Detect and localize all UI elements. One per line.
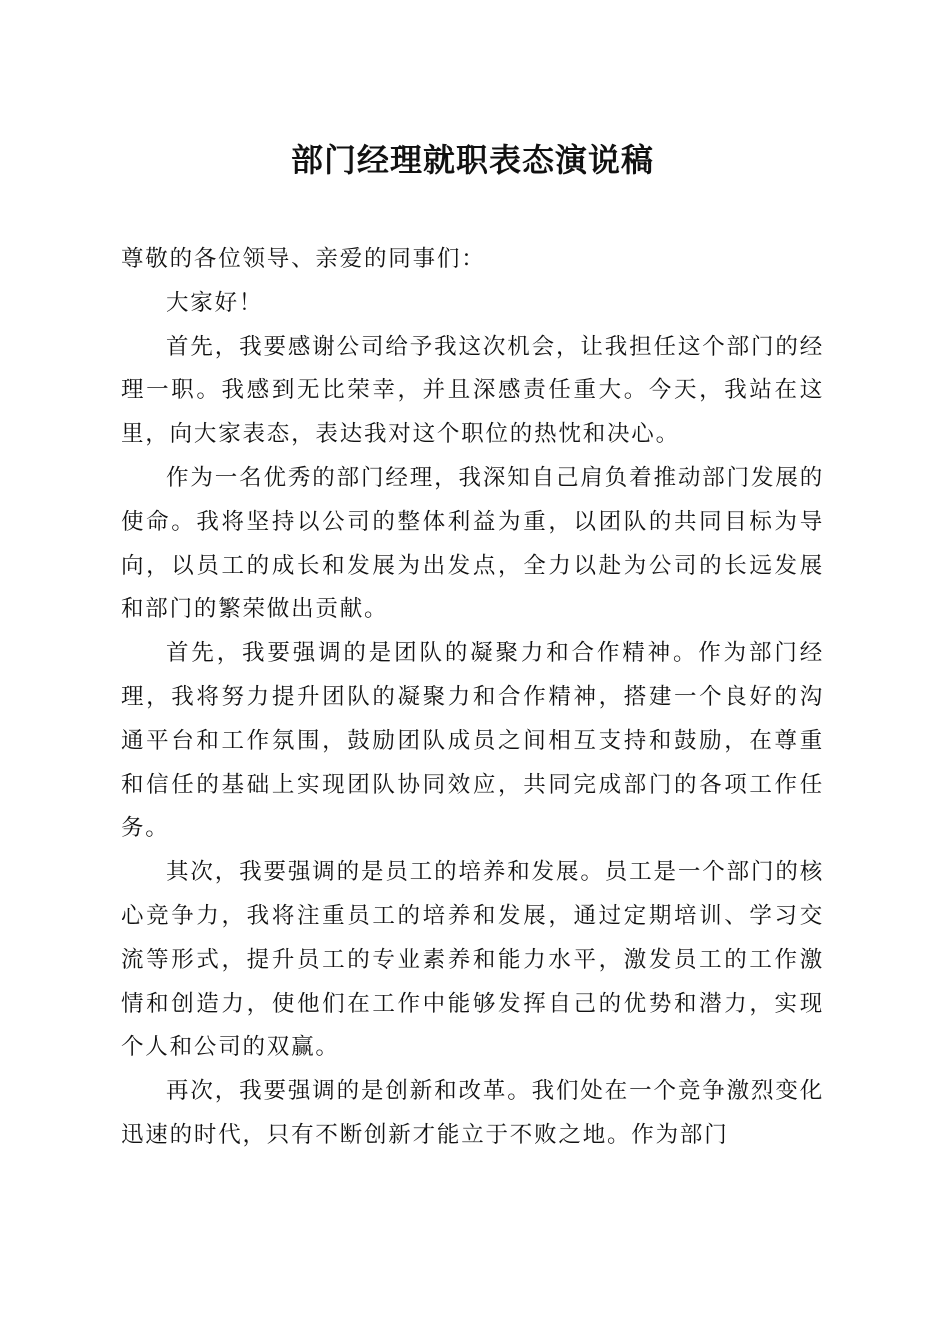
paragraph-staff-development: 其次，我要强调的是员工的培养和发展。员工是一个部门的核心竞争力，我将注重员工的培养和发展，通过定期培训、学习交流等形式，提升员工的专业素养和能力水平，激发员工的工作激情和创造力，使他们在工作中能够发挥自己的优势和潜力，实现个人和公司的双赢。 bbox=[121, 859, 824, 1061]
page-title: 部门经理就职表态演说稿 bbox=[290, 141, 654, 179]
paragraph-greeting: 大家好！ bbox=[166, 289, 264, 316]
paragraph-innovation: 再次，我要强调的是创新和改革。我们处在一个竞争激烈变化迅速的时代，只有不断创新才能立于不败之地。作为部门 bbox=[121, 1078, 824, 1148]
document-body bbox=[121, 238, 824, 1158]
paragraph-teamwork: 首先，我要强调的是团队的凝聚力和合作精神。作为部门经理，我将努力提升团队的凝聚力和合作精神，搭建一个良好的沟通平台和工作氛围，鼓励团队成员之间相互支持和鼓励，在尊重和信任的基础上实现团队协同效应，共同完成部门的各项工作任务。 bbox=[121, 640, 824, 842]
paragraph-mission: 作为一名优秀的部门经理，我深知自己肩负着推动部门发展的使命。我将坚持以公司的整体利益为重，以团队的共同目标为导向，以员工的成长和发展为出发点，全力以赴为公司的长远发展和部门的繁荣做出贡献。 bbox=[121, 464, 824, 623]
salutation: 尊敬的各位领导、亲爱的同事们： bbox=[121, 246, 486, 272]
paragraph-thanks: 首先，我要感谢公司给予我这次机会，让我担任这个部门的经理一职。我感到无比荣幸，并且深感责任重大。今天，我站在这里，向大家表态，表达我对这个职位的热忱和决心。 bbox=[121, 333, 824, 448]
